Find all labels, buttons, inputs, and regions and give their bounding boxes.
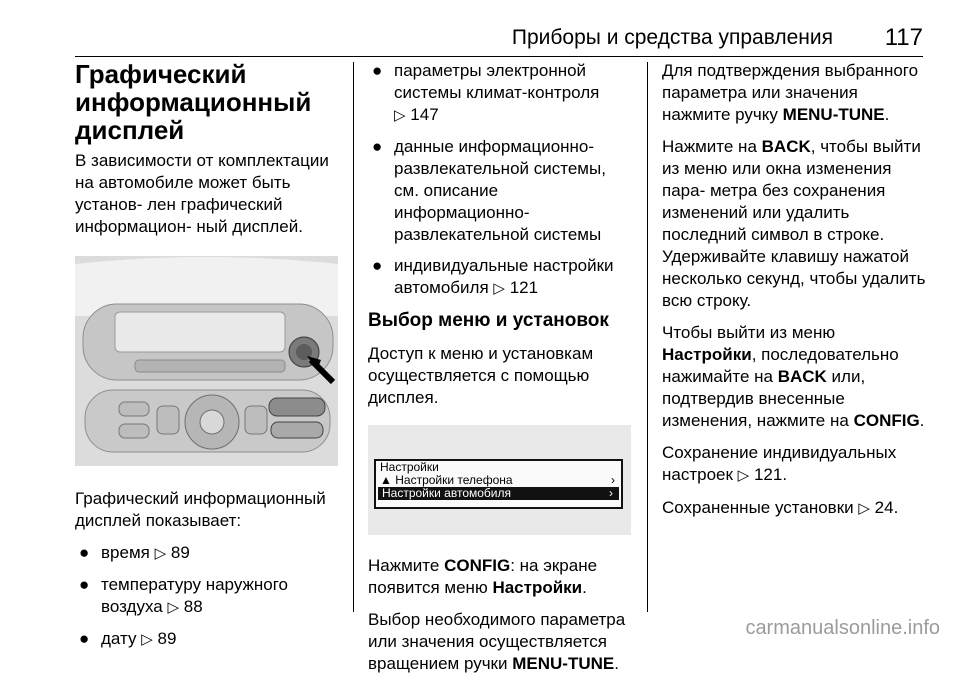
middle-column — [368, 60, 635, 685]
settings-menu-label: Настройки — [492, 578, 583, 597]
triangle-ref-icon: ▷ — [737, 467, 750, 484]
settings-screen — [374, 459, 623, 509]
up-arrow-icon: ▲ — [380, 474, 392, 487]
screen-row-vehicle: Настройки автомобиля › — [378, 487, 619, 500]
list-item: ● индивидуальные настройки автомобиля ▷ 121 — [372, 256, 614, 297]
page-header — [75, 22, 923, 57]
watermark: carmanualsonline.info — [745, 617, 940, 639]
chevron-right-icon: › — [609, 487, 613, 500]
bullet-icon: ● — [372, 61, 383, 80]
page-ref[interactable]: 89 — [170, 543, 190, 562]
triangle-ref-icon: ▷ — [858, 500, 870, 517]
bullet-icon: ● — [79, 575, 90, 594]
back-button-label: BACK — [761, 137, 811, 156]
page-ref[interactable]: 147 — [410, 105, 439, 124]
column-divider — [647, 62, 648, 612]
page-ref[interactable]: 24 — [874, 498, 894, 517]
page-ref[interactable]: 88 — [183, 597, 203, 616]
list-item: ● данные информационно- развлекательной системы, см. описание информационно- развлекательной системы — [372, 137, 606, 244]
left-column — [75, 60, 340, 660]
list-item: ● температуру наружного воздуха ▷ 88 — [79, 575, 288, 616]
bullet-icon: ● — [79, 543, 90, 562]
header-title: Приборы и средства управления — [511, 26, 833, 49]
config-button-label: CONFIG — [444, 556, 511, 575]
page-ref[interactable]: 121 — [509, 278, 539, 297]
exit-paragraph: Чтобы выйти из меню Настройки, последовательно нажимайте на BACK или, подтвердив внесенные изменения, нажмите на CONFIG. — [662, 323, 925, 430]
section-subheading: Выбор меню и установок — [368, 310, 609, 331]
settings-screen-figure — [368, 425, 631, 535]
list-item: ● параметры электронной системы климат-контроля ▷ 147 — [372, 61, 600, 124]
bullet-icon: ● — [372, 256, 383, 275]
column-divider — [353, 62, 354, 612]
triangle-ref-icon: ▷ — [167, 599, 179, 616]
menu-tune-label: MENU-TUNE — [782, 105, 885, 124]
screen-title: Настройки — [380, 461, 439, 474]
display-items-list — [75, 542, 340, 651]
shows-paragraph: Графический информационный дисплей показывает: — [75, 489, 326, 530]
section-heading: Графический информационный дисплей — [75, 59, 312, 145]
list-item: ● время ▷ 89 — [79, 543, 190, 562]
back-paragraph: Нажмите на BACK, чтобы выйти из меню или окна изменения пара- метра без сохранения изменений или удалить последний символ в строке. Удерживайте клавишу нажатой несколько секунд, чтобы удалить всю строку. — [662, 137, 926, 310]
chevron-right-icon: › — [611, 474, 615, 487]
list-item: ● дату ▷ 89 — [79, 629, 177, 648]
screen-row-phone: ▲ Настройки телефона › — [380, 474, 615, 487]
page-number: 117 — [884, 24, 923, 51]
confirm-paragraph: Для подтверждения выбранного параметра или значения нажмите ручку MENU-TUNE. — [662, 61, 919, 124]
settings-menu-label: Настройки — [662, 345, 752, 364]
page-ref[interactable]: 89 — [157, 629, 177, 648]
menu-tune-label: MENU-TUNE — [512, 654, 615, 673]
back-button-label: BACK — [777, 367, 827, 386]
display-photo — [75, 256, 338, 466]
bullet-icon: ● — [372, 137, 383, 156]
select-paragraph: Выбор необходимого параметра или значения осуществляется вращением ручки MENU-TUNE. — [368, 610, 626, 673]
right-column — [662, 60, 927, 530]
page-ref[interactable]: 121 — [753, 465, 783, 484]
display-items-list — [368, 60, 635, 300]
bullet-icon: ● — [79, 629, 90, 648]
access-paragraph: Доступ к меню и установкам осуществляется с помощью дисплея. — [368, 344, 594, 407]
config-button-label: CONFIG — [853, 411, 920, 430]
triangle-ref-icon: ▷ — [394, 107, 406, 124]
saved-paragraph: Сохраненные установки ▷ 24. — [662, 498, 899, 517]
intro-paragraph: В зависимости от комплектации на автомобиле может быть установ- лен графический информацион- ный дисплей. — [75, 151, 329, 236]
triangle-ref-icon: ▷ — [493, 280, 505, 297]
config-paragraph: Нажмите CONFIG: на экране появится меню Настройки. — [368, 556, 598, 597]
triangle-ref-icon: ▷ — [154, 545, 167, 562]
triangle-ref-icon: ▷ — [141, 631, 153, 648]
save-paragraph: Сохранение индивидуальных настроек ▷ 121. — [662, 443, 897, 484]
